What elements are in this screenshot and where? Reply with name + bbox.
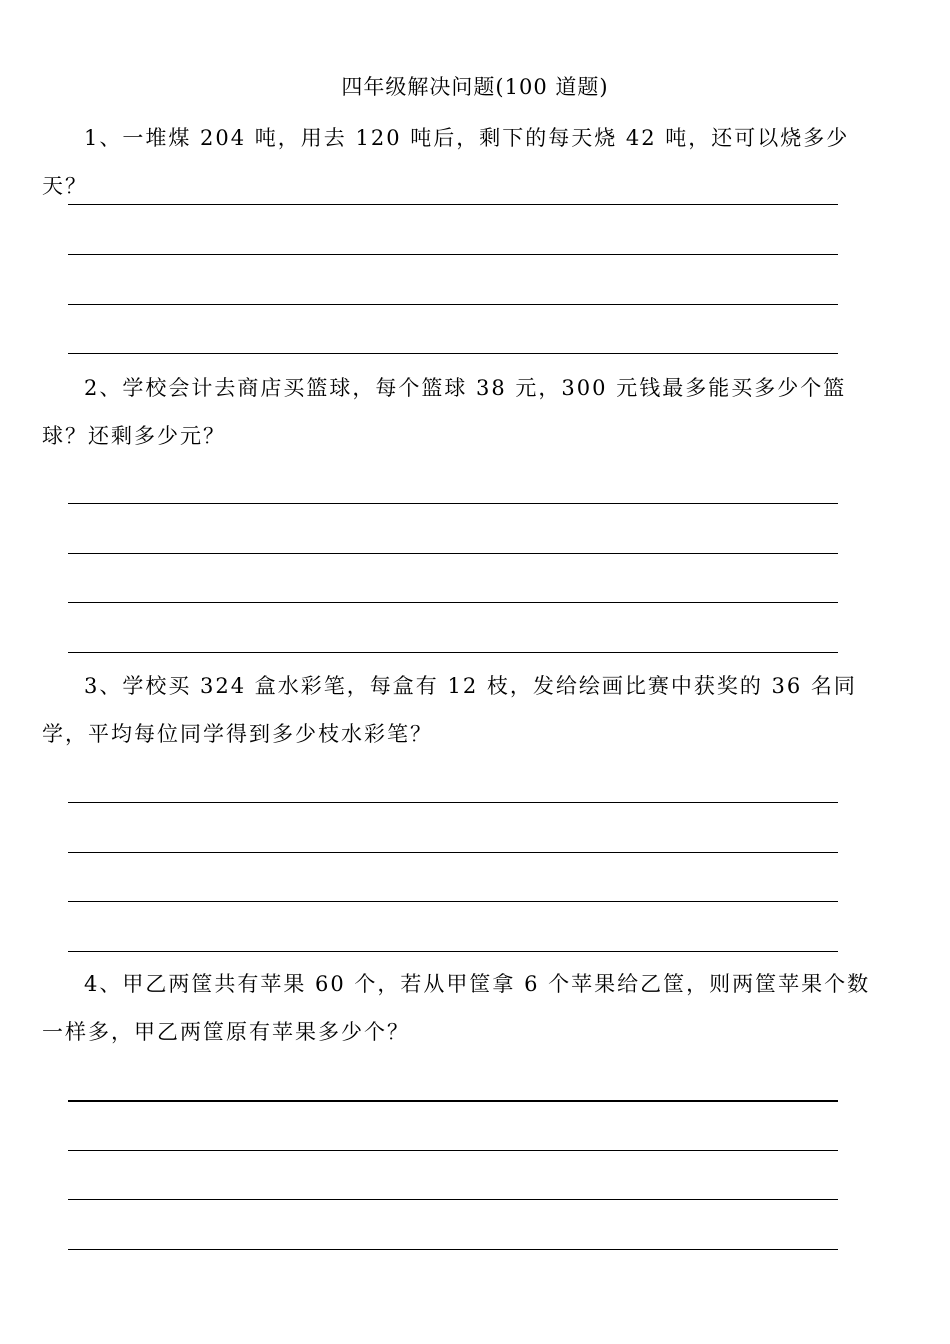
answer-line bbox=[68, 802, 838, 803]
question-3: 3、学校买 324 盒水彩笔，每盒有 12 枝，发给绘画比赛中获奖的 36 名同学，平均每位同学得到多少枝水彩笔？ bbox=[42, 674, 857, 746]
answer-line bbox=[68, 1150, 838, 1151]
answer-line bbox=[68, 951, 838, 952]
question-1: 1、一堆煤 204 吨，用去 120 吨后，剩下的每天烧 42 吨，还可以烧多少天？ bbox=[42, 126, 850, 198]
answer-line bbox=[68, 304, 838, 305]
question-4: 4、甲乙两筐共有苹果 60 个，若从甲筐拿 6 个苹果给乙筐，则两筐苹果个数一样多，甲乙两筐原有苹果多少个？ bbox=[42, 972, 871, 1044]
answer-line bbox=[68, 852, 838, 853]
answer-line bbox=[68, 254, 838, 255]
answer-line bbox=[68, 901, 838, 902]
answer-line bbox=[68, 204, 838, 205]
answer-line bbox=[68, 602, 838, 603]
answer-line bbox=[68, 503, 838, 504]
question-2: 2、学校会计去商店买篮球，每个篮球 38 元，300 元钱最多能买多少个篮球？还剩多少元？ bbox=[42, 376, 847, 448]
answer-line bbox=[68, 1100, 838, 1102]
answer-line bbox=[68, 1249, 838, 1250]
answer-line bbox=[68, 353, 838, 354]
answer-line bbox=[68, 1199, 838, 1200]
page-title: 四年级解决问题(100 道题) bbox=[341, 75, 609, 99]
answer-line bbox=[68, 652, 838, 653]
answer-line bbox=[68, 553, 838, 554]
